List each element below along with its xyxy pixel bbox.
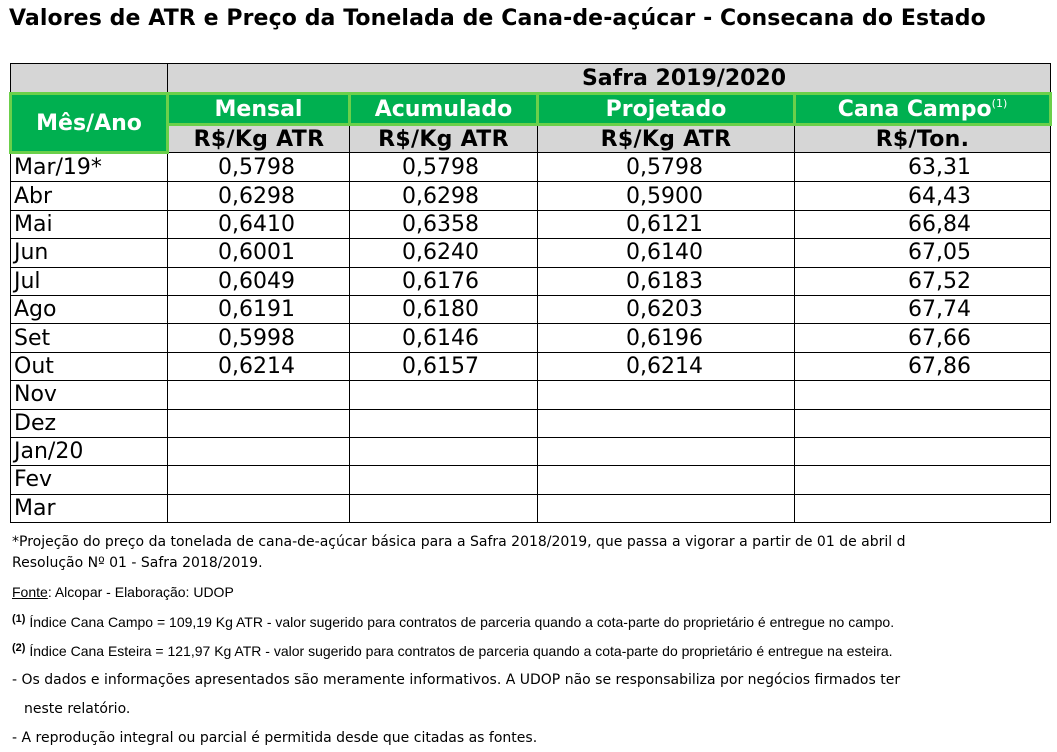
cell-cana-campo: 64,43 bbox=[795, 182, 1051, 210]
cell-cana-campo: 63,31 bbox=[795, 153, 1051, 182]
cell-projetado bbox=[538, 466, 795, 494]
cell-cana-campo bbox=[795, 494, 1051, 522]
cell-cana-campo: 67,66 bbox=[795, 324, 1051, 352]
cell-projetado: 0,5900 bbox=[538, 182, 795, 210]
cell-cana-campo bbox=[795, 437, 1051, 465]
cell-acumulado: 0,6146 bbox=[350, 324, 538, 352]
table-row bbox=[11, 437, 1051, 465]
footnote-2-mark: (2) bbox=[12, 642, 26, 654]
disclaimer-2: - A reprodução integral ou parcial é permitida desde que citadas as fontes. bbox=[12, 730, 538, 746]
cell-mensal bbox=[168, 466, 350, 494]
source-note bbox=[12, 582, 234, 602]
source-label: Fonte bbox=[12, 584, 48, 600]
cell-projetado: 0,6140 bbox=[538, 239, 795, 267]
disclaimer-1-line2: neste relatório. bbox=[24, 701, 131, 717]
table-row bbox=[11, 295, 1051, 323]
cell-acumulado: 0,6240 bbox=[350, 239, 538, 267]
cell-mes: Jun bbox=[11, 239, 168, 267]
table-row bbox=[11, 466, 1051, 494]
table-row bbox=[11, 182, 1051, 210]
cell-mes: Mai bbox=[11, 210, 168, 238]
header-cana-campo-label: Cana Campo bbox=[837, 96, 992, 122]
cell-acumulado: 0,6298 bbox=[350, 182, 538, 210]
cell-acumulado: 0,5798 bbox=[350, 153, 538, 182]
cell-mes: Fev bbox=[11, 466, 168, 494]
cell-mensal: 0,5798 bbox=[168, 153, 350, 182]
cell-projetado bbox=[538, 409, 795, 437]
table-row bbox=[11, 352, 1051, 380]
unit-acumulado: R$/Kg ATR bbox=[350, 125, 538, 153]
cell-cana-campo bbox=[795, 381, 1051, 409]
cell-mensal: 0,6049 bbox=[168, 267, 350, 295]
header-acumulado: Acumulado bbox=[350, 94, 538, 125]
cell-projetado: 0,6121 bbox=[538, 210, 795, 238]
cell-cana-campo: 67,05 bbox=[795, 239, 1051, 267]
cell-mes: Set bbox=[11, 324, 168, 352]
cell-cana-campo: 66,84 bbox=[795, 210, 1051, 238]
unit-cana-campo: R$/Ton. bbox=[795, 125, 1051, 153]
cell-mensal: 0,6298 bbox=[168, 182, 350, 210]
cell-mensal bbox=[168, 381, 350, 409]
cell-mensal: 0,6191 bbox=[168, 295, 350, 323]
page-title: Valores de ATR e Preço da Tonelada de Cana-de-açúcar - Consecana do Estado bbox=[9, 6, 986, 31]
footnote-ref-1: (1) bbox=[991, 96, 1008, 110]
table-row bbox=[11, 239, 1051, 267]
cell-projetado: 0,5798 bbox=[538, 153, 795, 182]
cell-acumulado: 0,6176 bbox=[350, 267, 538, 295]
cell-acumulado bbox=[350, 494, 538, 522]
cell-mes: Dez bbox=[11, 409, 168, 437]
cell-projetado bbox=[538, 437, 795, 465]
cell-cana-campo bbox=[795, 466, 1051, 494]
cell-acumulado bbox=[350, 381, 538, 409]
cell-projetado bbox=[538, 381, 795, 409]
cell-cana-campo: 67,86 bbox=[795, 352, 1051, 380]
unit-mensal: R$/Kg ATR bbox=[168, 125, 350, 153]
cell-mes: Ago bbox=[11, 295, 168, 323]
table-row bbox=[11, 381, 1051, 409]
cell-mes: Abr bbox=[11, 182, 168, 210]
safra-header-row bbox=[11, 64, 1051, 94]
cell-acumulado bbox=[350, 409, 538, 437]
footnote-2 bbox=[12, 638, 893, 661]
source-text: : Alcopar - Elaboração: UDOP bbox=[47, 584, 234, 600]
cell-mes: Jul bbox=[11, 267, 168, 295]
cell-projetado: 0,6196 bbox=[538, 324, 795, 352]
table-row bbox=[11, 409, 1051, 437]
cell-mes: Out bbox=[11, 352, 168, 380]
cell-cana-campo: 67,52 bbox=[795, 267, 1051, 295]
cell-mes: Nov bbox=[11, 381, 168, 409]
header-cana-campo bbox=[795, 94, 1051, 125]
cell-mes: Mar bbox=[11, 494, 168, 522]
cell-mensal: 0,6214 bbox=[168, 352, 350, 380]
cell-mensal bbox=[168, 409, 350, 437]
column-header-row bbox=[11, 94, 1051, 125]
footnote-1-mark: (1) bbox=[12, 613, 26, 625]
cell-mensal bbox=[168, 437, 350, 465]
disclaimer-1-line1: - Os dados e informações apresentados são meramente informativos. A UDOP não se responsabiliza por negócios firmados ter bbox=[12, 672, 901, 688]
cell-projetado bbox=[538, 494, 795, 522]
cell-mes: Mar/19* bbox=[11, 153, 168, 182]
cell-mensal bbox=[168, 494, 350, 522]
table-row bbox=[11, 324, 1051, 352]
cell-acumulado bbox=[350, 437, 538, 465]
corner-cell bbox=[11, 64, 168, 94]
cell-acumulado: 0,6358 bbox=[350, 210, 538, 238]
cell-cana-campo bbox=[795, 409, 1051, 437]
header-mes-ano: Mês/Ano bbox=[11, 94, 168, 153]
table-row bbox=[11, 494, 1051, 522]
cell-mensal: 0,5998 bbox=[168, 324, 350, 352]
header-mensal: Mensal bbox=[168, 94, 350, 125]
cell-acumulado bbox=[350, 466, 538, 494]
atr-price-table bbox=[9, 63, 1052, 523]
cell-projetado: 0,6183 bbox=[538, 267, 795, 295]
table-row bbox=[11, 210, 1051, 238]
cell-mes: Jan/20 bbox=[11, 437, 168, 465]
header-projetado: Projetado bbox=[538, 94, 795, 125]
cell-cana-campo: 67,74 bbox=[795, 295, 1051, 323]
asterisk-note-line1: *Projeção do preço da tonelada de cana-de-açúcar básica para a Safra 2018/2019, que passa a vigorar a partir de 01 de abril d bbox=[12, 534, 906, 550]
footnote-1 bbox=[12, 609, 894, 632]
cell-mensal: 0,6410 bbox=[168, 210, 350, 238]
safra-title: Safra 2019/2020 bbox=[168, 64, 1051, 94]
asterisk-note-line2: Resolução Nº 01 - Safra 2018/2019. bbox=[12, 555, 263, 571]
cell-mensal: 0,6001 bbox=[168, 239, 350, 267]
footnote-2-text: Índice Cana Esteira = 121,97 Kg ATR - valor sugerido para contratos de parceria quando a cota-parte do proprietário é entregue na esteira. bbox=[29, 643, 893, 659]
cell-acumulado: 0,6180 bbox=[350, 295, 538, 323]
table-row bbox=[11, 153, 1051, 182]
footnote-1-text: Índice Cana Campo = 109,19 Kg ATR - valor sugerido para contratos de parceria quando a cota-parte do proprietário é entregue no campo. bbox=[29, 614, 895, 630]
table-row bbox=[11, 267, 1051, 295]
cell-projetado: 0,6203 bbox=[538, 295, 795, 323]
cell-projetado: 0,6214 bbox=[538, 352, 795, 380]
unit-projetado: R$/Kg ATR bbox=[538, 125, 795, 153]
cell-acumulado: 0,6157 bbox=[350, 352, 538, 380]
